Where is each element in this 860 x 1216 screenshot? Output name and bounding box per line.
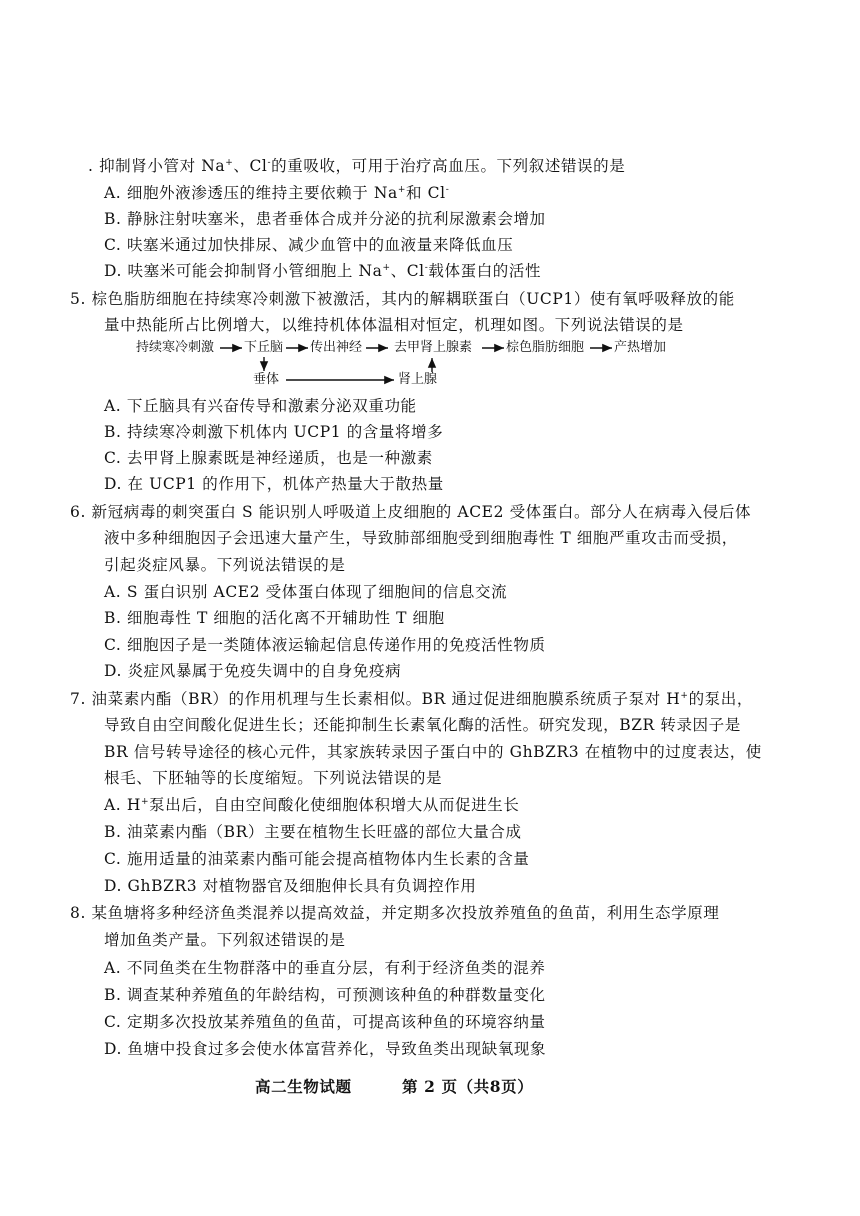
superscript-run: -	[445, 184, 450, 195]
q8-option-d: D. 鱼塘中投食过多会使水体富营养化，导致鱼类出现缺氧现象	[104, 1040, 547, 1058]
q6-option-a: A. S 蛋白识别 ACE2 受体蛋白体现了细胞间的信息交流	[104, 583, 508, 601]
node-heat-increase: 产热增加	[614, 340, 667, 355]
q5-option-c: C. 去甲肾上腺素既是神经递质，也是一种激素	[104, 449, 433, 467]
q7-option-a	[104, 795, 519, 815]
q5-option-d: D. 在 UCP1 的作用下，机体产热量大于散热量	[104, 475, 444, 493]
text-run: A. H	[104, 796, 141, 814]
q7-stem-line-2: 导致自由空间酸化促进生长；还能抑制生长素氧化酶的活性。研究发现，BZR 转录因子是	[104, 716, 741, 734]
q7-stem-line-1	[70, 689, 753, 709]
q7-stem-line-3: BR 信号转导途径的核心元件，其家族转录因子蛋白中的 GhBZR3 在植物中的过度表达，使	[104, 743, 762, 761]
q4-option-a	[104, 183, 449, 203]
text-run: D. GhBZR3 对植物器官及细胞伸长具有负调控作用	[104, 877, 477, 895]
q8-option-b: B. 调查某种养殖鱼的年龄结构，可预测该种鱼的种群数量变化	[104, 986, 546, 1004]
q8-stem-line-2: 增加鱼类产量。下列叙述错误的是	[104, 931, 346, 949]
text-run: 、Cl	[233, 157, 268, 175]
text-run: B. 静脉注射呋塞米，患者垂体合成并分泌的抗利尿激素会增加	[104, 210, 546, 228]
superscript-run: +	[397, 184, 407, 195]
text-run: D. 呋塞米可能会抑制肾小管细胞上 Na	[104, 262, 383, 280]
q6-option-c: C. 细胞因子是一类随体液运输起信息传递作用的免疫活性物质	[104, 636, 546, 654]
node-norepinephrine: 去甲肾上腺素	[394, 340, 473, 355]
superscript-run: -	[267, 157, 272, 168]
q8-stem-line-1: 8. 某鱼塘将多种经济鱼类混养以提高效益，并定期多次投放养殖鱼的鱼苗，利用生态学原理	[70, 904, 720, 922]
text-run: 泵出后，自由空间酸化使细胞体积增大从而促进生长	[149, 796, 520, 814]
footer-subject: 高二生物试题	[255, 1077, 352, 1096]
text-run: C. 施用适量的油菜素内酯可能会提高植物体内生长素的含量	[104, 850, 530, 868]
question-marker: .	[88, 157, 100, 175]
q4-option-c	[104, 235, 513, 255]
q7-option-b	[104, 822, 522, 842]
text-run: 载体蛋白的活性	[428, 262, 542, 280]
node-efferent-nerve: 传出神经	[310, 340, 363, 355]
thermoregulation-diagram	[136, 339, 736, 391]
node-adrenal-gland: 肾上腺	[398, 372, 438, 387]
superscript-run: -	[424, 262, 429, 273]
q5-stem-line-1: 5. 棕色脂肪细胞在持续寒冷刺激下被激活，其内的解耦联蛋白（UCP1）使有氧呼吸释放的能	[70, 290, 735, 308]
text-run: B. 油菜素内酯（BR）主要在植物生长旺盛的部位大量合成	[104, 823, 522, 841]
text-run: 的重吸收，可用于治疗高血压。下列叙述错误的是	[271, 157, 626, 175]
q7-stem-line-4: 根毛、下胚轴等的长度缩短。下列说法错误的是	[104, 769, 443, 787]
node-cold-stimulus: 持续寒冷刺激	[136, 340, 215, 355]
node-pituitary: 垂体	[253, 372, 280, 387]
q5-option-b: B. 持续寒冷刺激下机体内 UCP1 的含量将增多	[104, 423, 444, 441]
text-run: A. 细胞外液渗透压的维持主要依赖于 Na	[104, 184, 398, 202]
q5-option-a: A. 下丘脑具有兴奋传导和激素分泌双重功能	[104, 397, 417, 415]
q8-option-a: A. 不同鱼类在生物群落中的垂直分层，有利于经济鱼类的混养	[104, 959, 546, 977]
node-brown-fat-cell: 棕色脂肪细胞	[506, 340, 585, 355]
q6-option-b: B. 细胞毒性 T 细胞的活化离不开辅助性 T 细胞	[104, 609, 445, 627]
text-run: 7. 油菜素内酯（BR）的作用机理与生长素相似。BR 通过促进细胞膜系统质子泵对 H	[70, 690, 681, 708]
text-run: 、Cl	[390, 262, 425, 280]
q6-option-d: D. 炎症风暴属于免疫失调中的自身免疫病	[104, 662, 402, 680]
q7-option-c	[104, 849, 529, 869]
q6-stem-line-3: 引起炎症风暴。下列说法错误的是	[104, 556, 346, 574]
text-run: 的泵出，	[688, 690, 753, 708]
q8-option-c: C. 定期多次投放某养殖鱼的鱼苗，可提高该种鱼的环境容纳量	[104, 1013, 546, 1031]
superscript-run: +	[140, 796, 150, 807]
superscript-run: +	[680, 690, 689, 701]
superscript-run: +	[225, 157, 234, 168]
superscript-run: +	[382, 262, 391, 273]
footer-page-number: 第 2 页（共8页）	[402, 1077, 534, 1096]
q4-option-d	[104, 261, 541, 281]
q7-option-d	[104, 876, 476, 896]
q6-stem-line-2: 液中多种细胞因子会迅速大量产生，导致肺部细胞受到细胞毒性 T 细胞严重攻击而受损，	[104, 529, 738, 547]
text-run: 和 Cl	[406, 184, 446, 202]
node-hypothalamus: 下丘脑	[244, 340, 284, 355]
q4-stem	[88, 156, 625, 176]
text-run: C. 呋塞米通过加快排尿、减少血管中的血液量来降低血压	[104, 236, 514, 254]
q5-stem-line-2: 量中热能所占比例增大，以维持机体体温相对恒定，机理如图。下列说法错误的是	[104, 316, 684, 334]
q6-stem-line-1: 6. 新冠病毒的刺突蛋白 S 能识别人呼吸道上皮细胞的 ACE2 受体蛋白。部分人在病毒入侵后体	[70, 503, 752, 521]
text-run: 抑制肾小管对 Na	[99, 157, 226, 175]
q4-option-b	[104, 209, 546, 229]
